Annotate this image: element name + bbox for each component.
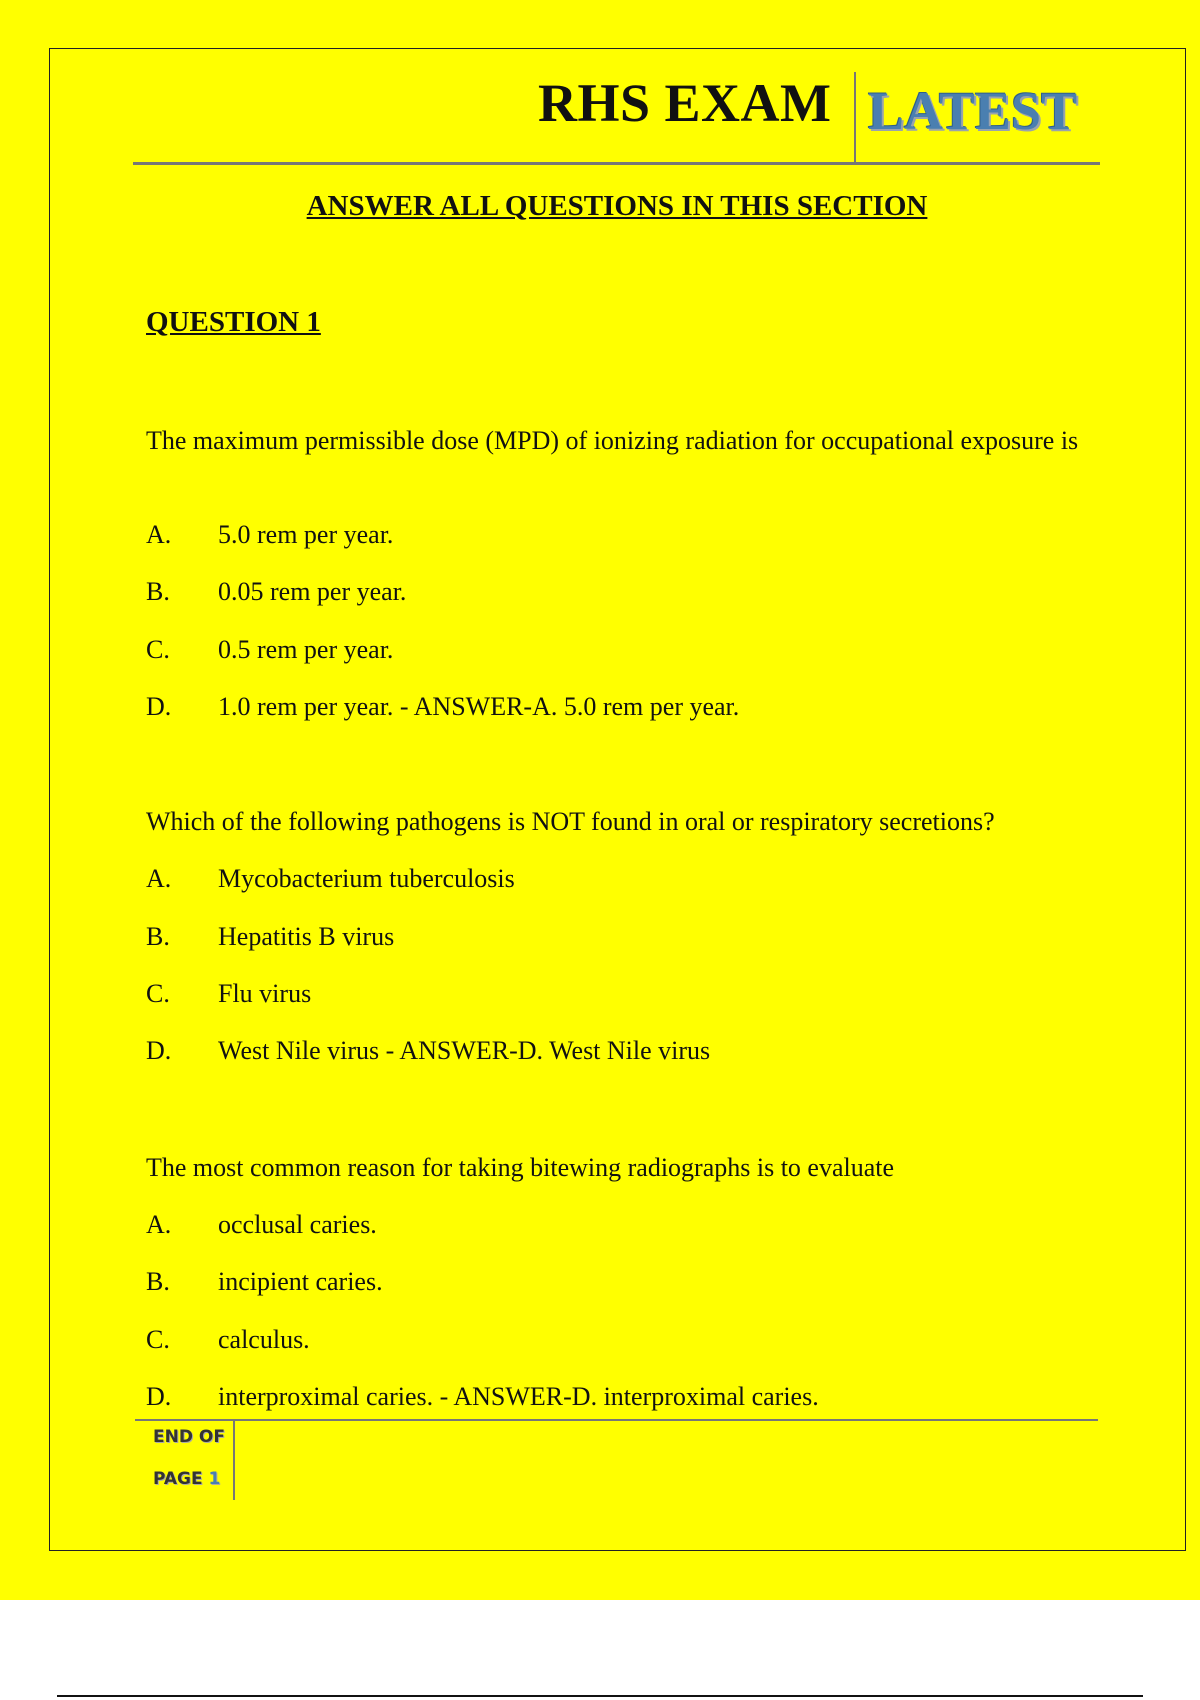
question-text: The most common reason for taking bitewing radiographs is to evaluate <box>146 1153 895 1182</box>
answer-option <box>146 1034 710 1068</box>
latest-badge: LATEST <box>868 81 1078 141</box>
bottom-rule <box>57 1695 1143 1697</box>
option-text: West Nile virus - ANSWER-D. West Nile virus <box>218 1036 711 1065</box>
answer-option <box>146 977 311 1011</box>
answer-option <box>146 518 393 552</box>
answer-option <box>146 690 739 724</box>
option-letter: A. <box>146 520 172 549</box>
footer-end-of: END OF <box>153 1427 225 1447</box>
question-label: QUESTION 1 <box>146 306 321 338</box>
answer-option <box>146 920 394 954</box>
answer-option <box>146 1265 383 1299</box>
answer-option <box>146 1380 819 1414</box>
answer-option <box>146 575 406 609</box>
option-letter: D. <box>146 1036 172 1065</box>
answer-option <box>146 633 393 667</box>
option-text: Hepatitis B virus <box>218 922 395 951</box>
option-letter: A. <box>146 1210 172 1239</box>
page-number: 1 <box>208 1469 221 1489</box>
footer-divider <box>233 1421 235 1500</box>
option-text: 1.0 rem per year. - ANSWER-A. 5.0 rem per year. <box>218 692 740 721</box>
answer-option <box>146 1323 310 1357</box>
header-divider <box>854 72 856 164</box>
header-rule <box>133 162 1100 165</box>
option-text: Flu virus <box>218 979 312 1008</box>
option-letter: C. <box>146 979 170 1008</box>
question-text: The maximum permissible dose (MPD) of ionizing radiation for occupational exposure is <box>146 426 1079 455</box>
footer-page-label: PAGE <box>153 1469 203 1489</box>
option-letter: A. <box>146 864 172 893</box>
option-letter: C. <box>146 1325 170 1354</box>
option-text: 0.5 rem per year. <box>218 635 394 664</box>
option-letter: C. <box>146 635 170 664</box>
answer-option <box>146 1208 377 1242</box>
option-letter: D. <box>146 692 172 721</box>
footer-page <box>153 1469 220 1489</box>
question-text: Which of the following pathogens is NOT found in oral or respiratory secretions? <box>146 807 995 836</box>
section-instruction: ANSWER ALL QUESTIONS IN THIS SECTION <box>306 190 928 222</box>
option-text: calculus. <box>218 1325 310 1354</box>
answer-option <box>146 862 515 896</box>
option-letter: D. <box>146 1382 172 1411</box>
option-text: occlusal caries. <box>218 1210 377 1239</box>
option-text: Mycobacterium tuberculosis <box>218 864 515 893</box>
option-letter: B. <box>146 1267 170 1296</box>
option-letter: B. <box>146 922 170 951</box>
footer-rule <box>135 1419 1098 1421</box>
option-text: incipient caries. <box>218 1267 383 1296</box>
option-letter: B. <box>146 577 170 606</box>
option-text: interproximal caries. - ANSWER-D. interproximal caries. <box>218 1382 819 1411</box>
option-text: 5.0 rem per year. <box>218 520 394 549</box>
exam-title: RHS EXAM <box>538 73 832 133</box>
option-text: 0.05 rem per year. <box>218 577 407 606</box>
